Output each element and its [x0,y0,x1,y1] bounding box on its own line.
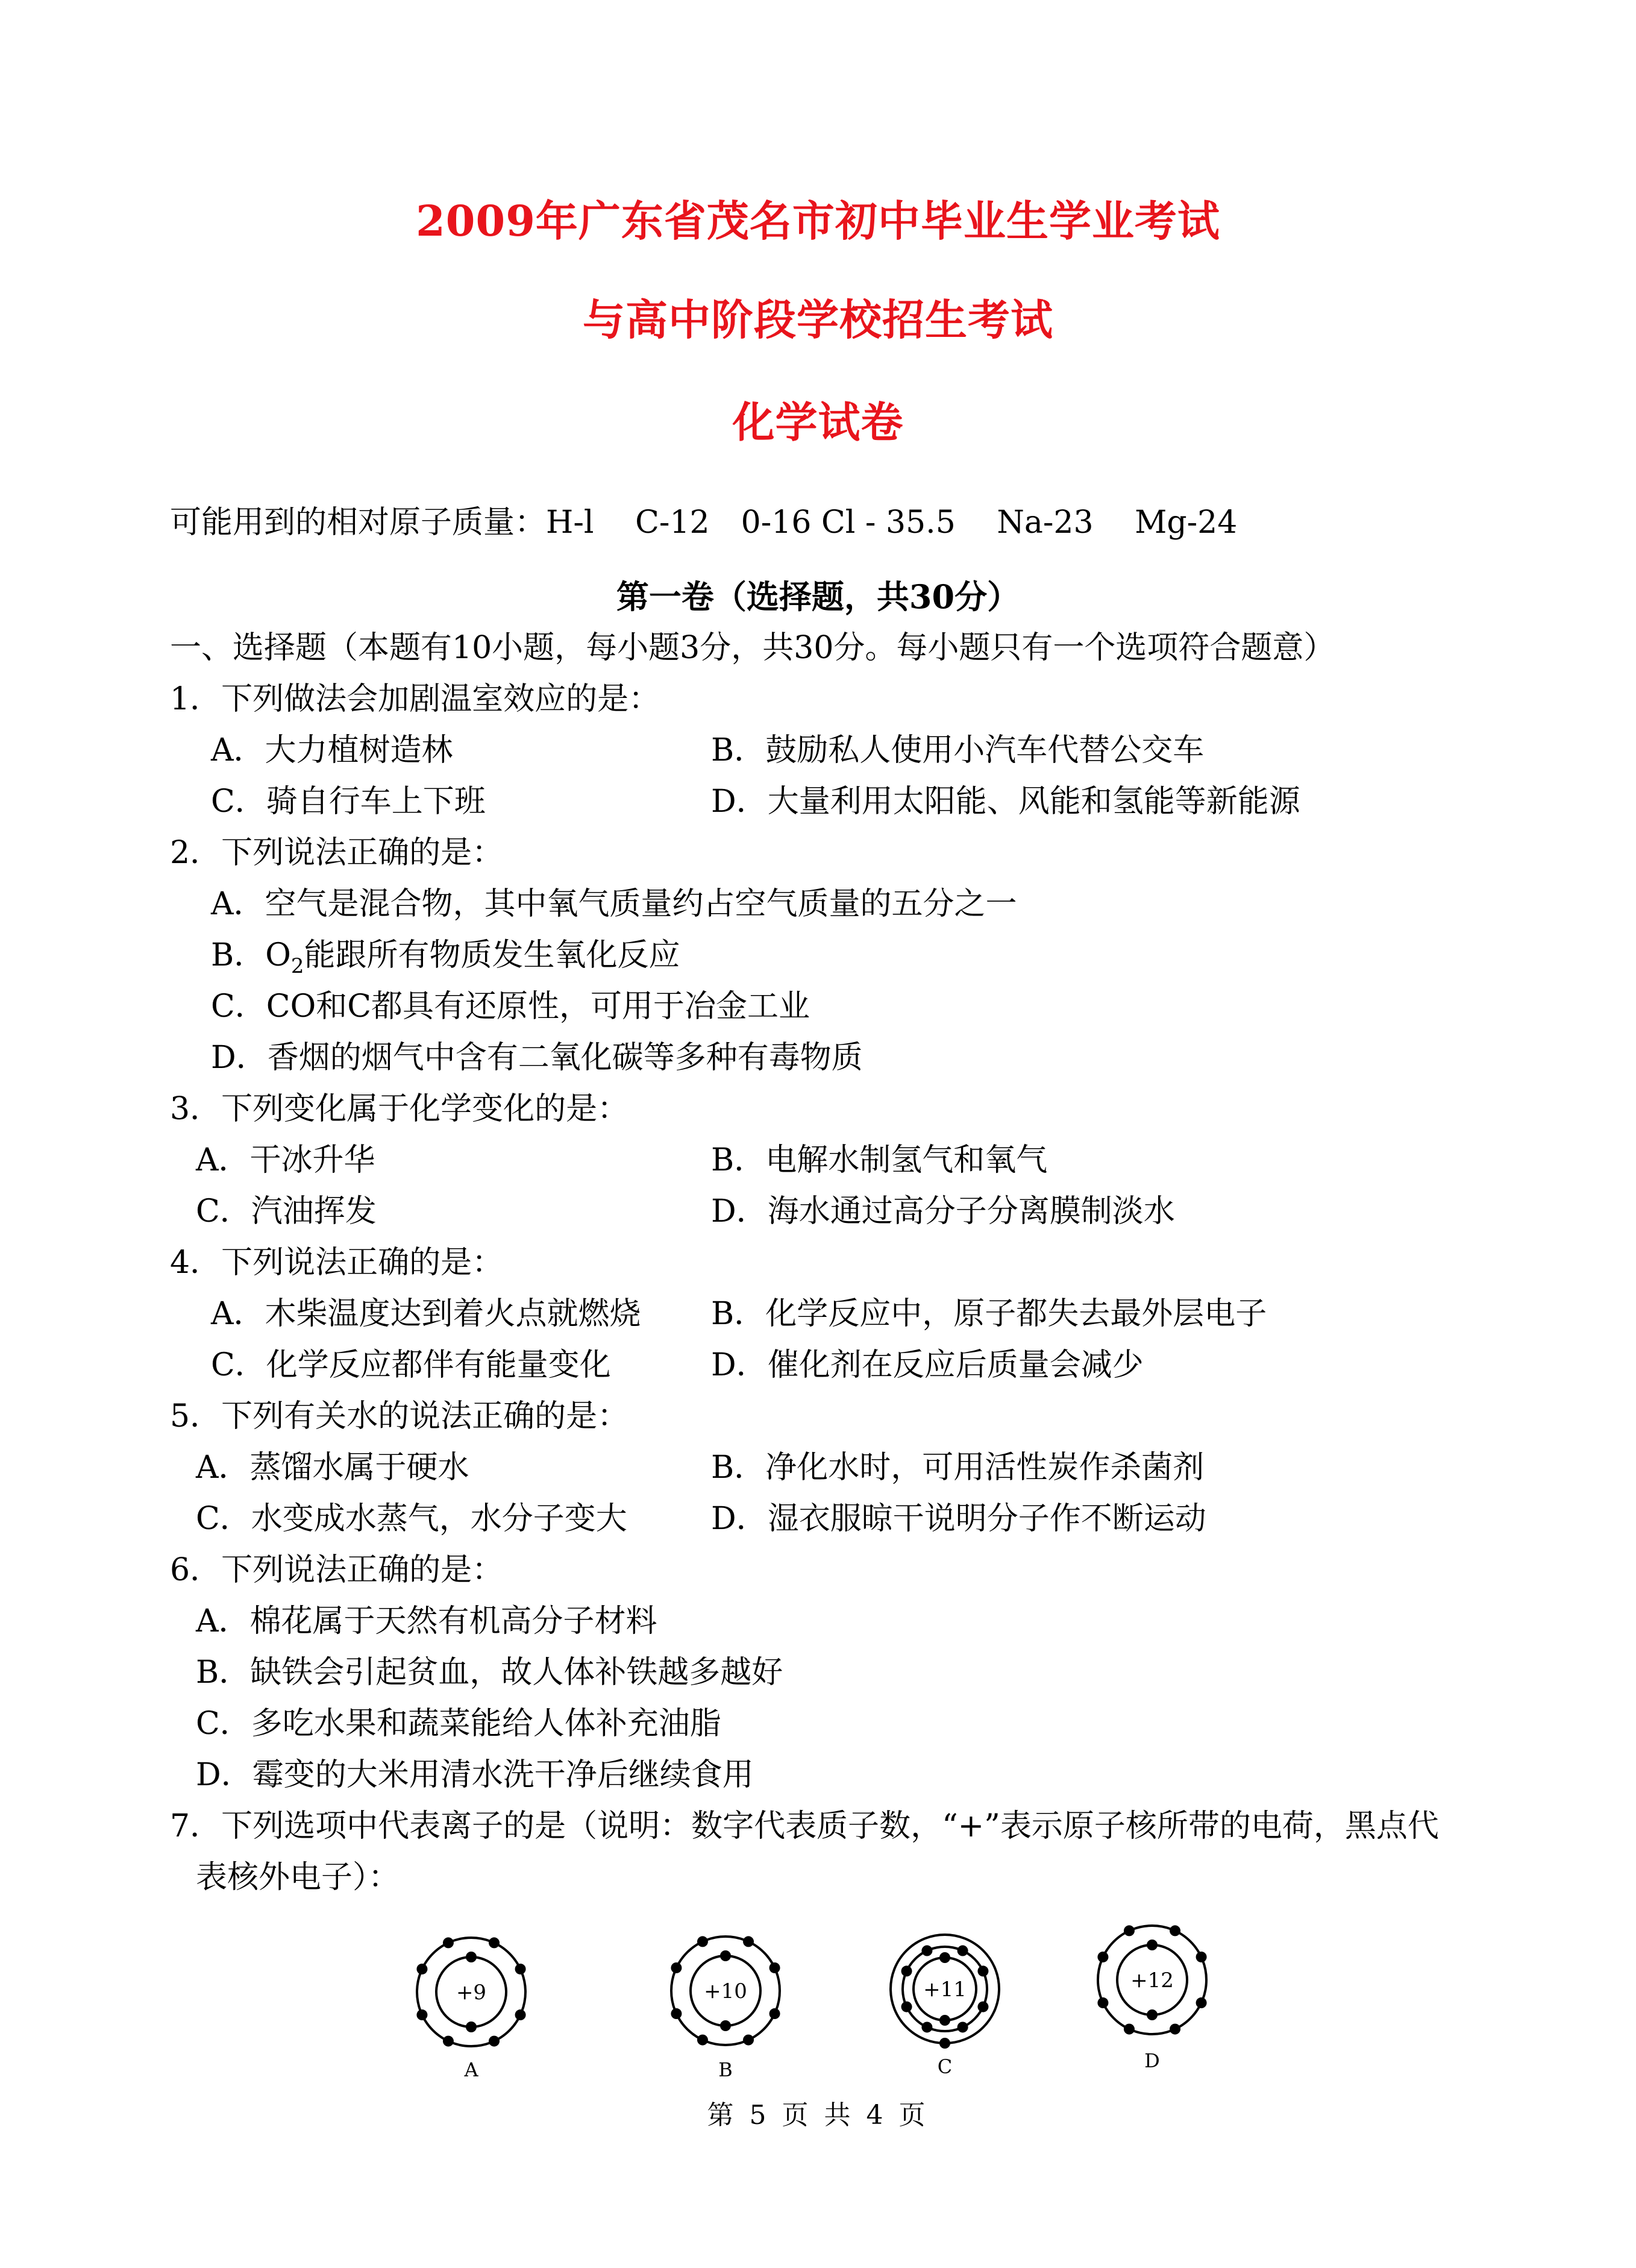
diagram-label: C [937,2055,953,2078]
electron-dot [769,1962,780,1973]
electron-dot [957,2021,968,2032]
title-line-1: 2009年广东省茂名市初中毕业生学业考试 [416,196,1220,246]
electron-dot [1147,1940,1158,1950]
electron-dot [921,1946,932,1956]
q6-option-d: D．霉变的大米用清水洗干净后继续食用 [196,1757,754,1793]
q2-option-b-suffix: 能跟所有物质发生氧化反应 [304,937,680,973]
q1-stem: 1．下列做法会加剧温室效应的是： [170,681,660,717]
q5-option-b: B．净化水时，可用活性炭作杀菌剂 [711,1450,1205,1486]
q3-option-c: C．汽油挥发 [196,1193,377,1230]
title-line-3: 化学试卷 [732,397,904,447]
q7-stem-line-1: 7．下列选项中代表离子的是（说明：数字代表质子数，“+”表示原子核所带的电荷，黑点代 [170,1808,1439,1844]
electron-dot [443,1937,454,1948]
title-line-2: 与高中阶段学校招生考试 [583,295,1053,345]
electron-dot [1196,1997,1207,2008]
q2-option-b-subscript: 2 [290,954,304,978]
electron-dot [977,2002,988,2012]
q2-stem: 2．下列说法正确的是： [170,835,504,871]
electron-dot [1097,1952,1108,1962]
electron-dot [939,2015,950,2026]
electron-dot [1097,1997,1108,2008]
electron-dot [671,2008,682,2019]
electron-dot [515,2009,526,2020]
electron-dot [901,1965,912,1976]
electron-dot [466,1952,477,1962]
q5-option-c: C．水变成水蒸气，水分子变大 [196,1501,627,1537]
electron-dot [515,1964,526,1974]
nucleus-charge: +10 [704,1979,747,2003]
q5-option-d: D．湿衣服晾干说明分子作不断运动 [711,1501,1206,1537]
q2-option-b-prefix: B．O [211,937,291,973]
diagram-label: A [464,2058,478,2081]
q4-option-c: C．化学反应都伴有能量变化 [211,1347,611,1383]
electron-dot [416,1964,427,1974]
diagram-label: B [718,2058,733,2081]
nucleus-charge: +9 [456,1981,487,2005]
electron-dot [489,1937,500,1948]
electron-dot [939,2038,950,2049]
q5-option-a: A．蒸馏水属于硬水 [196,1450,469,1486]
q6-option-b: B．缺铁会引起贫血，故人体补铁越多越好 [196,1654,783,1691]
electron-dot [443,2036,454,2047]
electron-dot [957,1946,968,1956]
electron-dot [671,1962,682,1973]
electron-dot [697,1936,708,1947]
electron-dot [977,1965,988,1976]
q1-option-c: C．骑自行车上下班 [211,784,486,820]
q2-option-a: A．空气是混合物，其中氧气质量约占空气质量的五分之一 [211,886,1017,922]
electron-dot [1170,2024,1180,2035]
nucleus-charge: +12 [1130,1968,1174,1993]
section-heading: 第一卷（选择题，共30分） [616,577,1020,616]
diagram-label: D [1144,2049,1160,2072]
section-instruction: 一、选择题（本题有10小题，每小题3分，共30分。每小题只有一个选项符合题意） [170,630,1335,666]
electron-dot [489,2036,500,2047]
q4-option-b: B．化学反应中，原子都失去最外层电子 [711,1296,1267,1332]
q1-option-b: B．鼓励私人使用小汽车代替公交车 [711,732,1205,768]
q7-stem-line-2: 表核外电子）： [196,1859,400,1896]
electron-dot [769,2008,780,2019]
electron-dot [921,2021,932,2032]
q4-option-d: D．催化剂在反应后质量会减少 [711,1347,1144,1383]
electron-dot [1124,2024,1135,2035]
electron-dot [939,1952,950,1963]
electron-dot [1124,1925,1135,1936]
q6-option-a: A．棉花属于天然有机高分子材料 [196,1603,657,1639]
electron-dot [466,2021,477,2032]
electron-dot [1147,2009,1158,2020]
electron-dot [901,2002,912,2012]
q4-option-a: A．木柴温度达到着火点就燃烧 [211,1296,641,1332]
electron-dot [743,1936,754,1947]
electron-dot [720,1950,731,1961]
q1-option-a: A．大力植树造林 [211,732,453,768]
electron-dot [1196,1952,1207,1962]
q3-stem: 3．下列变化属于化学变化的是： [170,1091,629,1127]
electron-dot [1170,1925,1180,1936]
q2-option-d: D．香烟的烟气中含有二氧化碳等多种有毒物质 [211,1040,863,1076]
q5-stem: 5．下列有关水的说法正确的是： [170,1398,629,1434]
nucleus-charge: +11 [923,1977,967,2002]
q3-option-d: D．海水通过高分子分离膜制淡水 [711,1193,1175,1230]
electron-dot [743,2035,754,2046]
q1-option-d: D．大量利用太阳能、风能和氢能等新能源 [711,784,1300,820]
atomic-masses: 可能用到的相对原子质量：H-l C-12 0-16 Cl - 35.5 Na-23 Mg-24 [170,504,1238,541]
q2-option-c: C．CO和C都具有还原性，可用于冶金工业 [211,988,810,1025]
q4-stem: 4．下列说法正确的是： [170,1245,504,1281]
q3-option-b: B．电解水制氢气和氧气 [711,1142,1048,1178]
page-footer: 第 5 页 共 4 页 [707,2100,929,2131]
q6-option-c: C．多吃水果和蔬菜能给人体补充油脂 [196,1706,721,1742]
electron-dot [416,2009,427,2020]
electron-dot [720,2020,731,2031]
q6-stem: 6．下列说法正确的是： [170,1552,504,1588]
electron-dot [697,2035,708,2046]
q3-option-a: A．干冰升华 [196,1142,375,1178]
